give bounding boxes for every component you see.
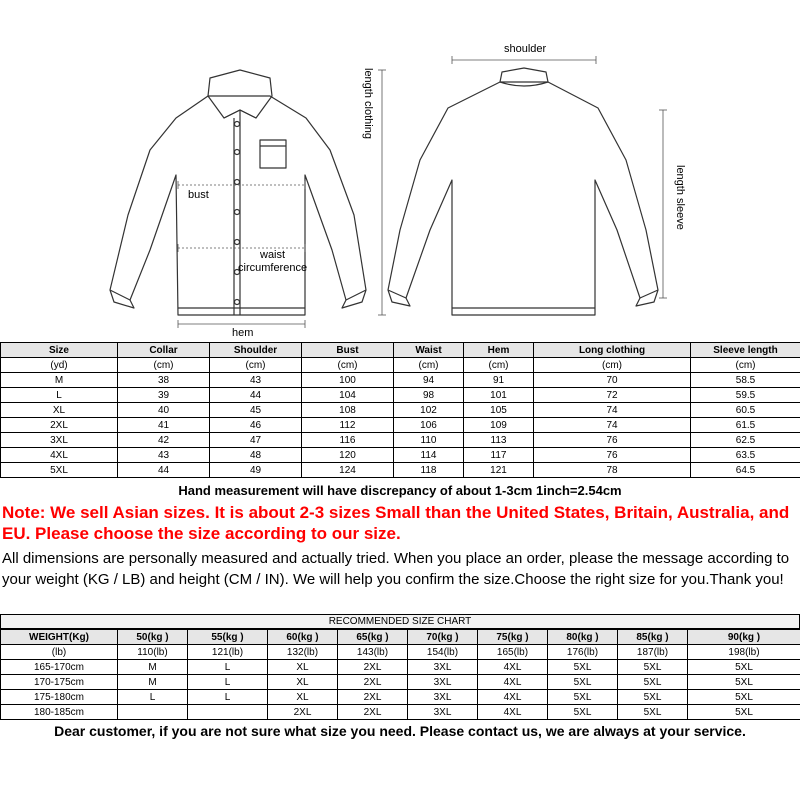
table-row-cell: 5XL <box>1 463 118 478</box>
table-row-cell: 5XL <box>688 660 800 675</box>
table-row-cell: 5XL <box>548 705 618 720</box>
table-row-cell: 91 <box>464 373 534 388</box>
table-row-cell: 117 <box>464 448 534 463</box>
back-collar <box>500 68 548 86</box>
table-row-cell: 5XL <box>618 675 688 690</box>
header-row <box>1 630 800 645</box>
table-row-cell: M <box>118 660 188 675</box>
table-row-cell: 61.5 <box>691 418 800 433</box>
table-row-cell: 113 <box>464 433 534 448</box>
table-row-cell: 2XL <box>338 660 408 675</box>
table-row-cell: 74 <box>534 403 691 418</box>
table-row-cell <box>188 705 268 720</box>
header-row-cell: WEIGHT(Kg) <box>1 630 118 645</box>
table-row-cell: 4XL <box>478 675 548 690</box>
table-row-cell: 74 <box>534 418 691 433</box>
asian-size-warning: Note: We sell Asian sizes. It is about 2-3 sizes Small than the United States, Britain, Australia, and EU. Please choose the size according to our size. <box>2 503 790 543</box>
table-row <box>1 705 800 720</box>
table-row-cell: 98 <box>394 388 464 403</box>
table-row <box>1 388 800 403</box>
table-row-cell: 170-175cm <box>1 675 118 690</box>
table-row-cell: 43 <box>210 373 302 388</box>
table-row-cell: 112 <box>302 418 394 433</box>
table-row <box>1 463 800 478</box>
table-row-cell: 46 <box>210 418 302 433</box>
table-row-cell: XL <box>268 675 338 690</box>
table-row-cell: 60.5 <box>691 403 800 418</box>
back-shirt-outline <box>388 82 658 315</box>
header-row-cell: 55(kg ) <box>188 630 268 645</box>
table-row <box>1 433 800 448</box>
length-clothing-label: length clothing <box>362 68 374 139</box>
table-row-cell <box>118 705 188 720</box>
header-row-cell: Size <box>1 343 118 358</box>
units-row-cell: (cm) <box>394 358 464 373</box>
table-row-cell: 180-185cm <box>1 705 118 720</box>
units-row-cell: 121(lb) <box>188 645 268 660</box>
units-row <box>1 645 800 660</box>
table-row-cell: 2XL <box>338 705 408 720</box>
table-row-cell: 44 <box>118 463 210 478</box>
hem-label: hem <box>232 327 254 339</box>
front-shirt-outline <box>110 96 366 315</box>
units-row-cell: (yd) <box>1 358 118 373</box>
table-row-cell: 105 <box>464 403 534 418</box>
table-row-cell: 3XL <box>408 660 478 675</box>
table-row-cell: L <box>1 388 118 403</box>
header-row-cell: Waist <box>394 343 464 358</box>
units-row-cell: (cm) <box>210 358 302 373</box>
units-row-cell: 154(lb) <box>408 645 478 660</box>
units-row-cell: 187(lb) <box>618 645 688 660</box>
table-row-cell: 42 <box>118 433 210 448</box>
table-row-cell: 5XL <box>618 705 688 720</box>
table-row-cell: 78 <box>534 463 691 478</box>
table-row <box>1 403 800 418</box>
table-row-cell: 110 <box>394 433 464 448</box>
header-row-cell: Bust <box>302 343 394 358</box>
table-row-cell: 118 <box>394 463 464 478</box>
table-row-cell: XL <box>268 690 338 705</box>
header-row-cell: 90(kg ) <box>688 630 800 645</box>
table-row <box>1 373 800 388</box>
header-row-cell: Collar <box>118 343 210 358</box>
header-row-cell: 50(kg ) <box>118 630 188 645</box>
table-row-cell: 41 <box>118 418 210 433</box>
table-row-cell: 76 <box>534 448 691 463</box>
table-row-cell: 3XL <box>408 675 478 690</box>
table-row-cell: 76 <box>534 433 691 448</box>
table-row-cell: 4XL <box>478 660 548 675</box>
contact-footer: Dear customer, if you are not sure what size you need. Please contact us, we are always at your service. <box>54 723 746 739</box>
units-row-cell: 165(lb) <box>478 645 548 660</box>
table-row-cell: 5XL <box>548 675 618 690</box>
table-row-cell: L <box>188 690 268 705</box>
table-row-cell: 62.5 <box>691 433 800 448</box>
table-row-cell: 3XL <box>408 690 478 705</box>
table-row-cell: 63.5 <box>691 448 800 463</box>
table-row <box>1 660 800 675</box>
table-row-cell: 5XL <box>688 690 800 705</box>
header-row-cell: 60(kg ) <box>268 630 338 645</box>
units-row <box>1 358 800 373</box>
recommended-size-table <box>0 629 800 720</box>
table-row-cell: 47 <box>210 433 302 448</box>
table-row-cell: 4XL <box>1 448 118 463</box>
waist-label: waist <box>260 249 286 261</box>
table-row-cell: 45 <box>210 403 302 418</box>
units-row-cell: (cm) <box>534 358 691 373</box>
table-row-cell: 48 <box>210 448 302 463</box>
table-row-cell: 59.5 <box>691 388 800 403</box>
table-row-cell: 72 <box>534 388 691 403</box>
table-row-cell: 100 <box>302 373 394 388</box>
table-row-cell: XL <box>268 660 338 675</box>
header-row-cell: 85(kg ) <box>618 630 688 645</box>
table-row-cell: L <box>118 690 188 705</box>
garment-diagram <box>0 0 800 340</box>
units-row-cell: 198(lb) <box>688 645 800 660</box>
table-row-cell: L <box>188 660 268 675</box>
table-row-cell: 3XL <box>408 705 478 720</box>
units-row-cell: (cm) <box>118 358 210 373</box>
table-row-cell: 175-180cm <box>1 690 118 705</box>
circumference-label: circumference <box>238 262 308 274</box>
units-row-cell: (cm) <box>464 358 534 373</box>
table-row-cell: 114 <box>394 448 464 463</box>
table-row-cell: XL <box>1 403 118 418</box>
header-row-cell: 75(kg ) <box>478 630 548 645</box>
units-row-cell: 110(lb) <box>118 645 188 660</box>
length-sleeve-label: length sleeve <box>674 165 686 230</box>
table-row-cell: 102 <box>394 403 464 418</box>
table-row-cell: 2XL <box>338 675 408 690</box>
units-row-cell: 143(lb) <box>338 645 408 660</box>
table-row-cell: 5XL <box>688 705 800 720</box>
table-row-cell: 70 <box>534 373 691 388</box>
table-row-cell: 108 <box>302 403 394 418</box>
table-row-cell: 4XL <box>478 690 548 705</box>
table-row <box>1 418 800 433</box>
bust-label: bust <box>188 189 209 201</box>
table-row-cell: 5XL <box>548 690 618 705</box>
table-row-cell: 2XL <box>338 690 408 705</box>
pocket <box>260 140 286 168</box>
header-row-cell: Sleeve length <box>691 343 800 358</box>
units-row-cell: 132(lb) <box>268 645 338 660</box>
table-row-cell: 165-170cm <box>1 660 118 675</box>
table-row-cell: 121 <box>464 463 534 478</box>
table-row <box>1 448 800 463</box>
units-row-cell: (lb) <box>1 645 118 660</box>
table-row-cell: 5XL <box>618 660 688 675</box>
table-row-cell: 5XL <box>548 660 618 675</box>
size-table <box>0 342 800 478</box>
table-row-cell: 5XL <box>618 690 688 705</box>
table-row-cell: 109 <box>464 418 534 433</box>
header-row-cell: 65(kg ) <box>338 630 408 645</box>
table-row-cell: 3XL <box>1 433 118 448</box>
header-row-cell: Hem <box>464 343 534 358</box>
order-instructions: All dimensions are personally measured and actually tried. When you place an order, please the message according to your weight (KG / LB) and height (CM / IN). We will help you confirm the size.Choose the right size for you.Thank you! <box>2 550 790 588</box>
table-row-cell: 116 <box>302 433 394 448</box>
measurement-note: Hand measurement will have discrepancy of about 1-3cm 1inch=2.54cm <box>178 483 622 498</box>
header-row-cell: Long clothing <box>534 343 691 358</box>
table-row-cell: M <box>1 373 118 388</box>
table-row-cell: M <box>118 675 188 690</box>
units-row-cell: (cm) <box>691 358 800 373</box>
table-row-cell: 58.5 <box>691 373 800 388</box>
table-row-cell: 44 <box>210 388 302 403</box>
table-row-cell: 2XL <box>1 418 118 433</box>
table-row-cell: 94 <box>394 373 464 388</box>
header-row <box>1 343 800 358</box>
shoulder-label: shoulder <box>504 43 547 55</box>
table-row <box>1 675 800 690</box>
recommended-chart-title: RECOMMENDED SIZE CHART <box>0 614 800 629</box>
table-row-cell: 2XL <box>268 705 338 720</box>
table-row-cell: 104 <box>302 388 394 403</box>
table-row <box>1 690 800 705</box>
header-row-cell: 70(kg ) <box>408 630 478 645</box>
units-row-cell: 176(lb) <box>548 645 618 660</box>
table-row-cell: 38 <box>118 373 210 388</box>
table-row-cell: 106 <box>394 418 464 433</box>
table-row-cell: 39 <box>118 388 210 403</box>
table-row-cell: 40 <box>118 403 210 418</box>
header-row-cell: 80(kg ) <box>548 630 618 645</box>
table-row-cell: 101 <box>464 388 534 403</box>
table-row-cell: 43 <box>118 448 210 463</box>
table-row-cell: 124 <box>302 463 394 478</box>
table-row-cell: 5XL <box>688 675 800 690</box>
table-row-cell: 120 <box>302 448 394 463</box>
table-row-cell: 64.5 <box>691 463 800 478</box>
header-row-cell: Shoulder <box>210 343 302 358</box>
table-row-cell: 4XL <box>478 705 548 720</box>
table-row-cell: 49 <box>210 463 302 478</box>
table-row-cell: L <box>188 675 268 690</box>
units-row-cell: (cm) <box>302 358 394 373</box>
